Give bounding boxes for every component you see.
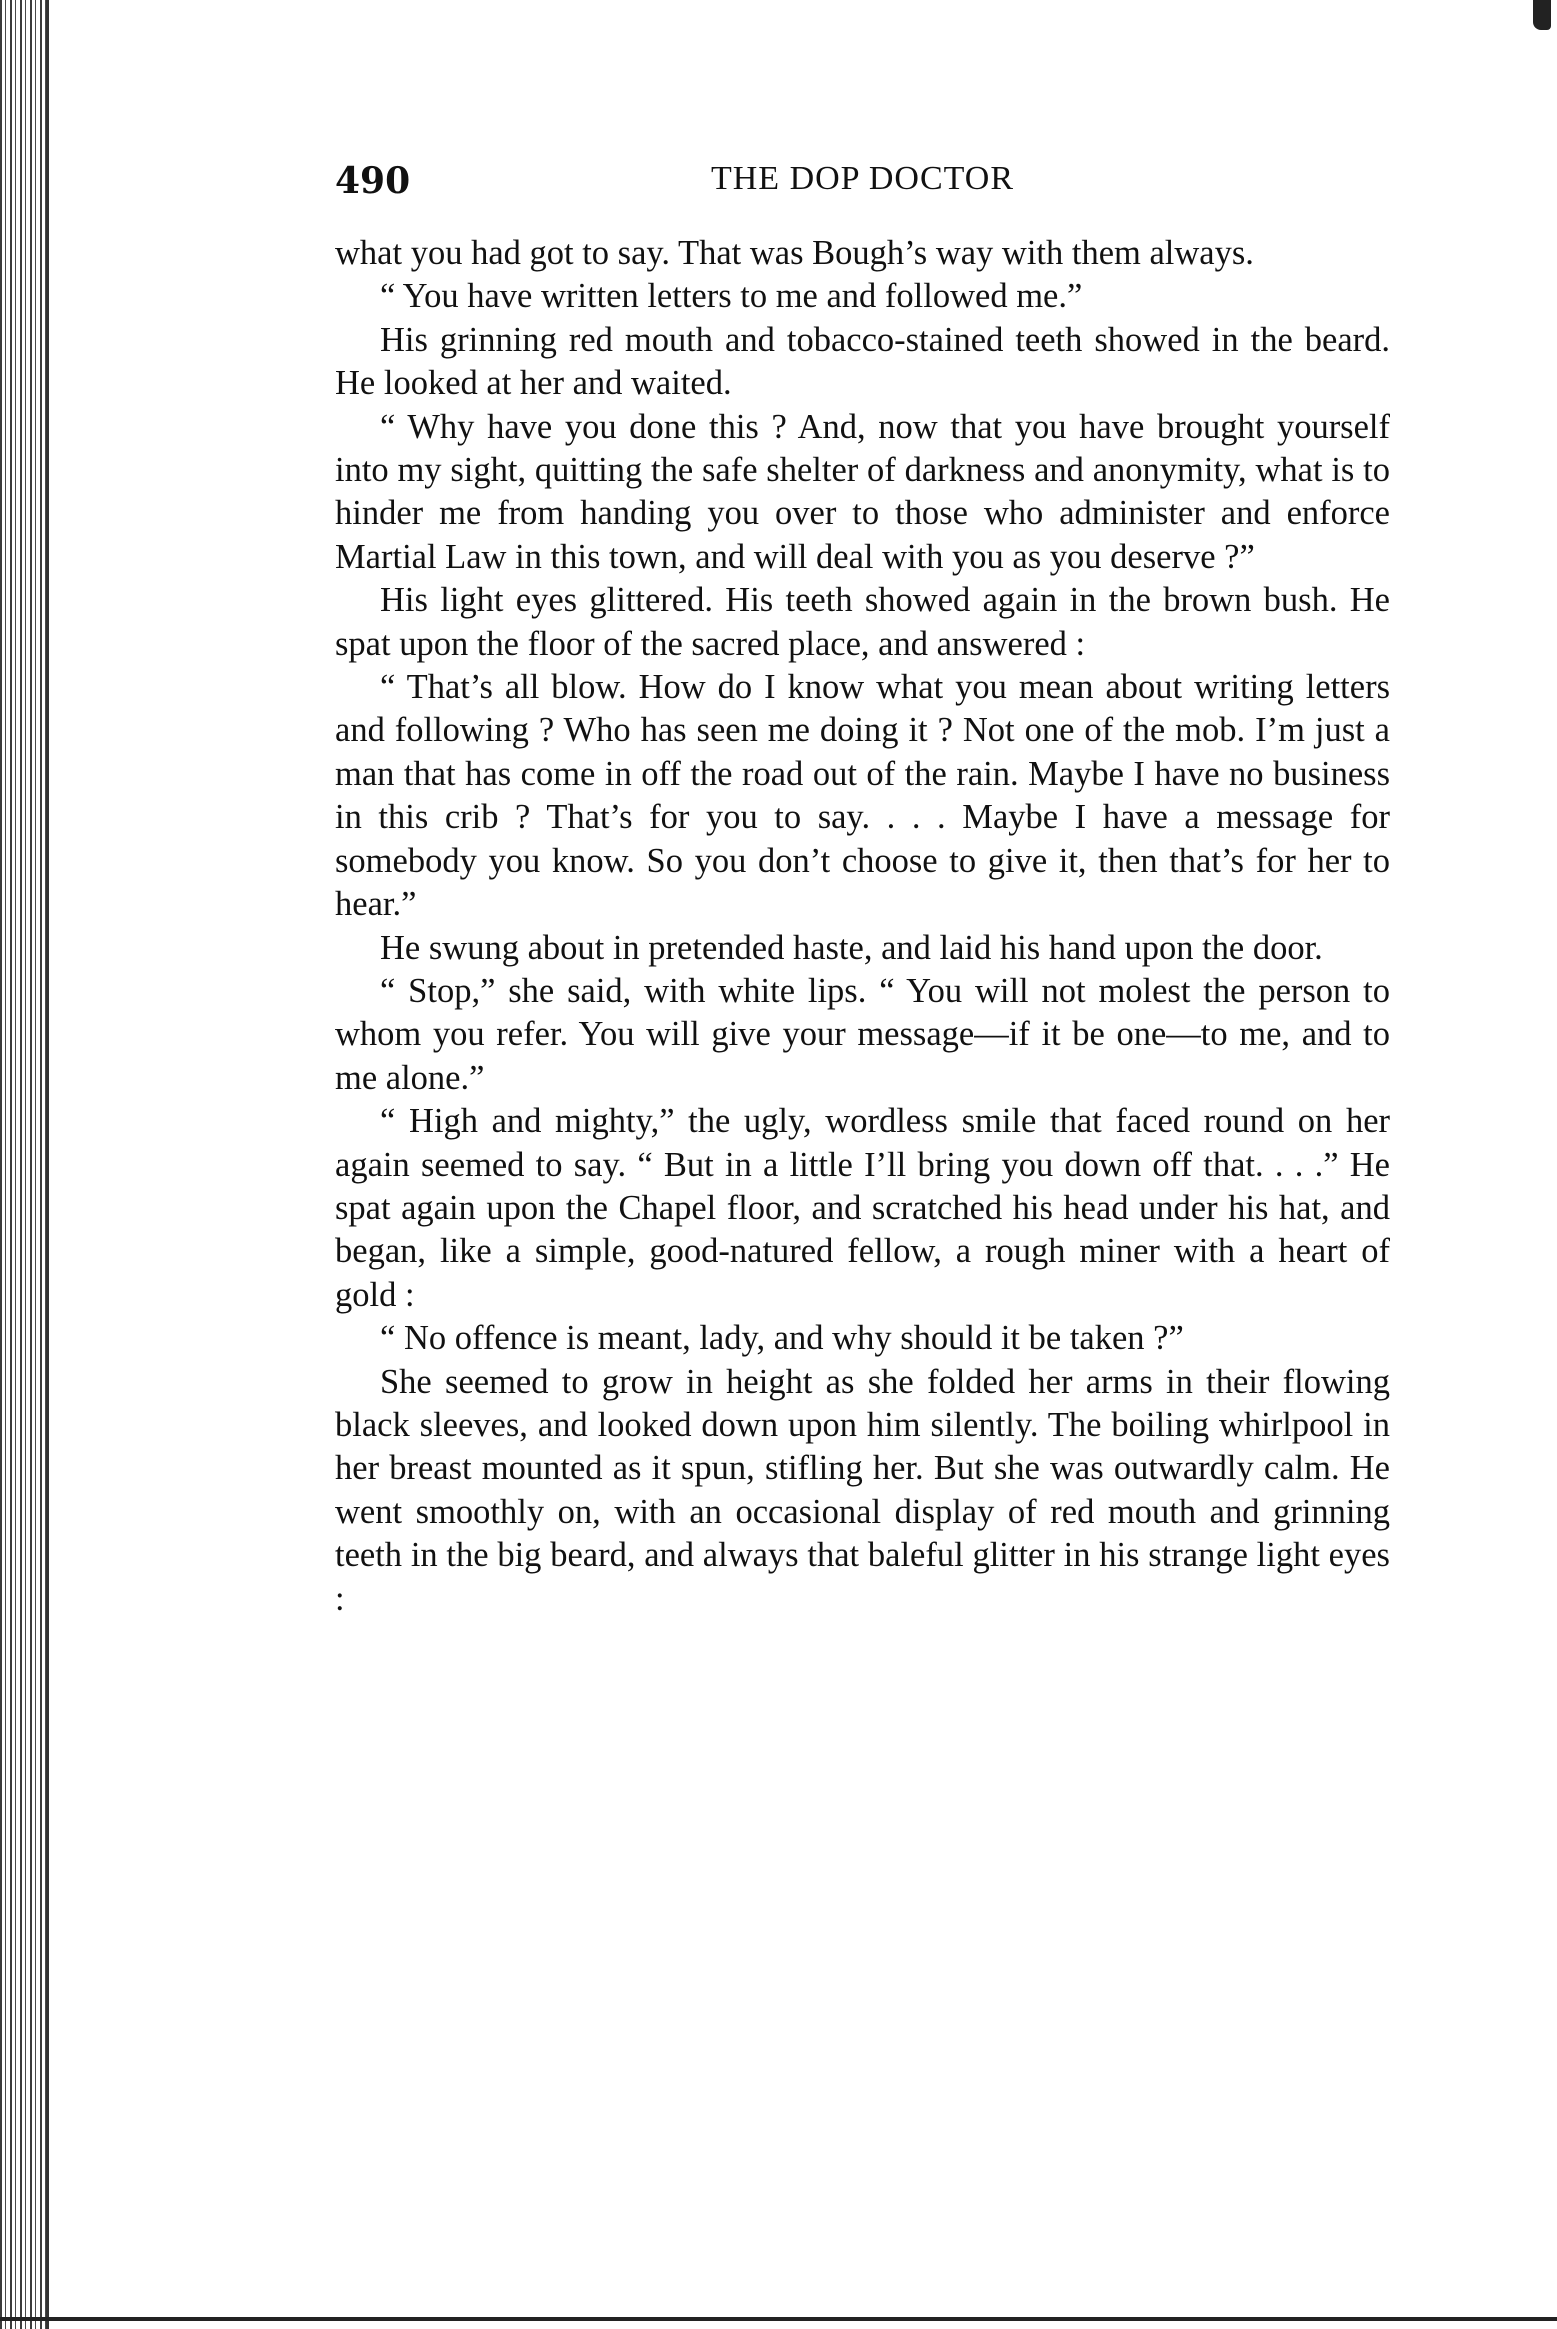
running-title: THE DOP DOCTOR bbox=[710, 160, 1015, 197]
paragraph: “ That’s all blow. How do I know what you mean about writing letters and following ? Who has seen me doing it ? Not one of the mob. I’m just a man that has come in off the road out of the rain. Maybe I have no business in this crib ? That’s for you to say. . . . Maybe I have a message for somebody you know. So you don’t choose to give it, then that’s for her to hear.” bbox=[335, 668, 1390, 924]
paragraph: He swung about in pretended haste, and laid his hand upon the door. bbox=[380, 928, 1323, 967]
paragraph: His light eyes glittered. His teeth showed again in the brown bush. He spat upon the floor of the sacred place, and answered : bbox=[335, 581, 1390, 663]
paragraph: “ High and mighty,” the ugly, wordless smile that faced round on her again seemed to say. “ But in a little I’ll bring you down off that. . . .” He spat again upon the Chapel floor, and scratched his head under his hat, and began, like a simple, good-natured fellow, a rough miner with a heart of gold : bbox=[335, 1102, 1390, 1314]
paragraph: what you had got to say. That was Bough’s way with them always. bbox=[335, 234, 1254, 272]
page-corner-mark bbox=[1533, 0, 1551, 30]
paragraph: “ You have written letters to me and followed me.” bbox=[380, 277, 1083, 316]
paragraph: “ Stop,” she said, with white lips. “ You will not molest the person to whom you refer. You will give your message—if it be one—to me, and to me alone.” bbox=[335, 971, 1390, 1097]
paragraph: His grinning red mouth and tobacco-stained teeth showed in the beard. He looked at her and waited. bbox=[335, 320, 1390, 403]
page-header bbox=[335, 160, 1390, 210]
paragraph: She seemed to grow in height as she folded her arms in their flowing black sleeves, and looked down upon him silently. The boiling whirlpool in her breast mounted as it spun, stifling her. But she was outwardly calm. He went smoothly on, with an occasional display of red mouth and grinning teeth in the big beard, and always that baleful glitter in his strange light eyes : bbox=[335, 1362, 1390, 1618]
binding-line bbox=[46, 0, 49, 2329]
page-number: 490 bbox=[335, 160, 411, 202]
body-text bbox=[335, 232, 1390, 1621]
paragraph: “ Why have you done this ? And, now that you have brought yourself into my sight, quitting the safe shelter of darkness and anonymity, what is to hinder me from handing you over to those who administer and enforce Martial Law in this town, and will deal with you as you deserve ?” bbox=[335, 407, 1390, 576]
bottom-page-edge bbox=[0, 2317, 1557, 2321]
binding-edge bbox=[0, 0, 46, 2329]
paragraph: “ No offence is meant, lady, and why should it be taken ?” bbox=[380, 1319, 1184, 1358]
